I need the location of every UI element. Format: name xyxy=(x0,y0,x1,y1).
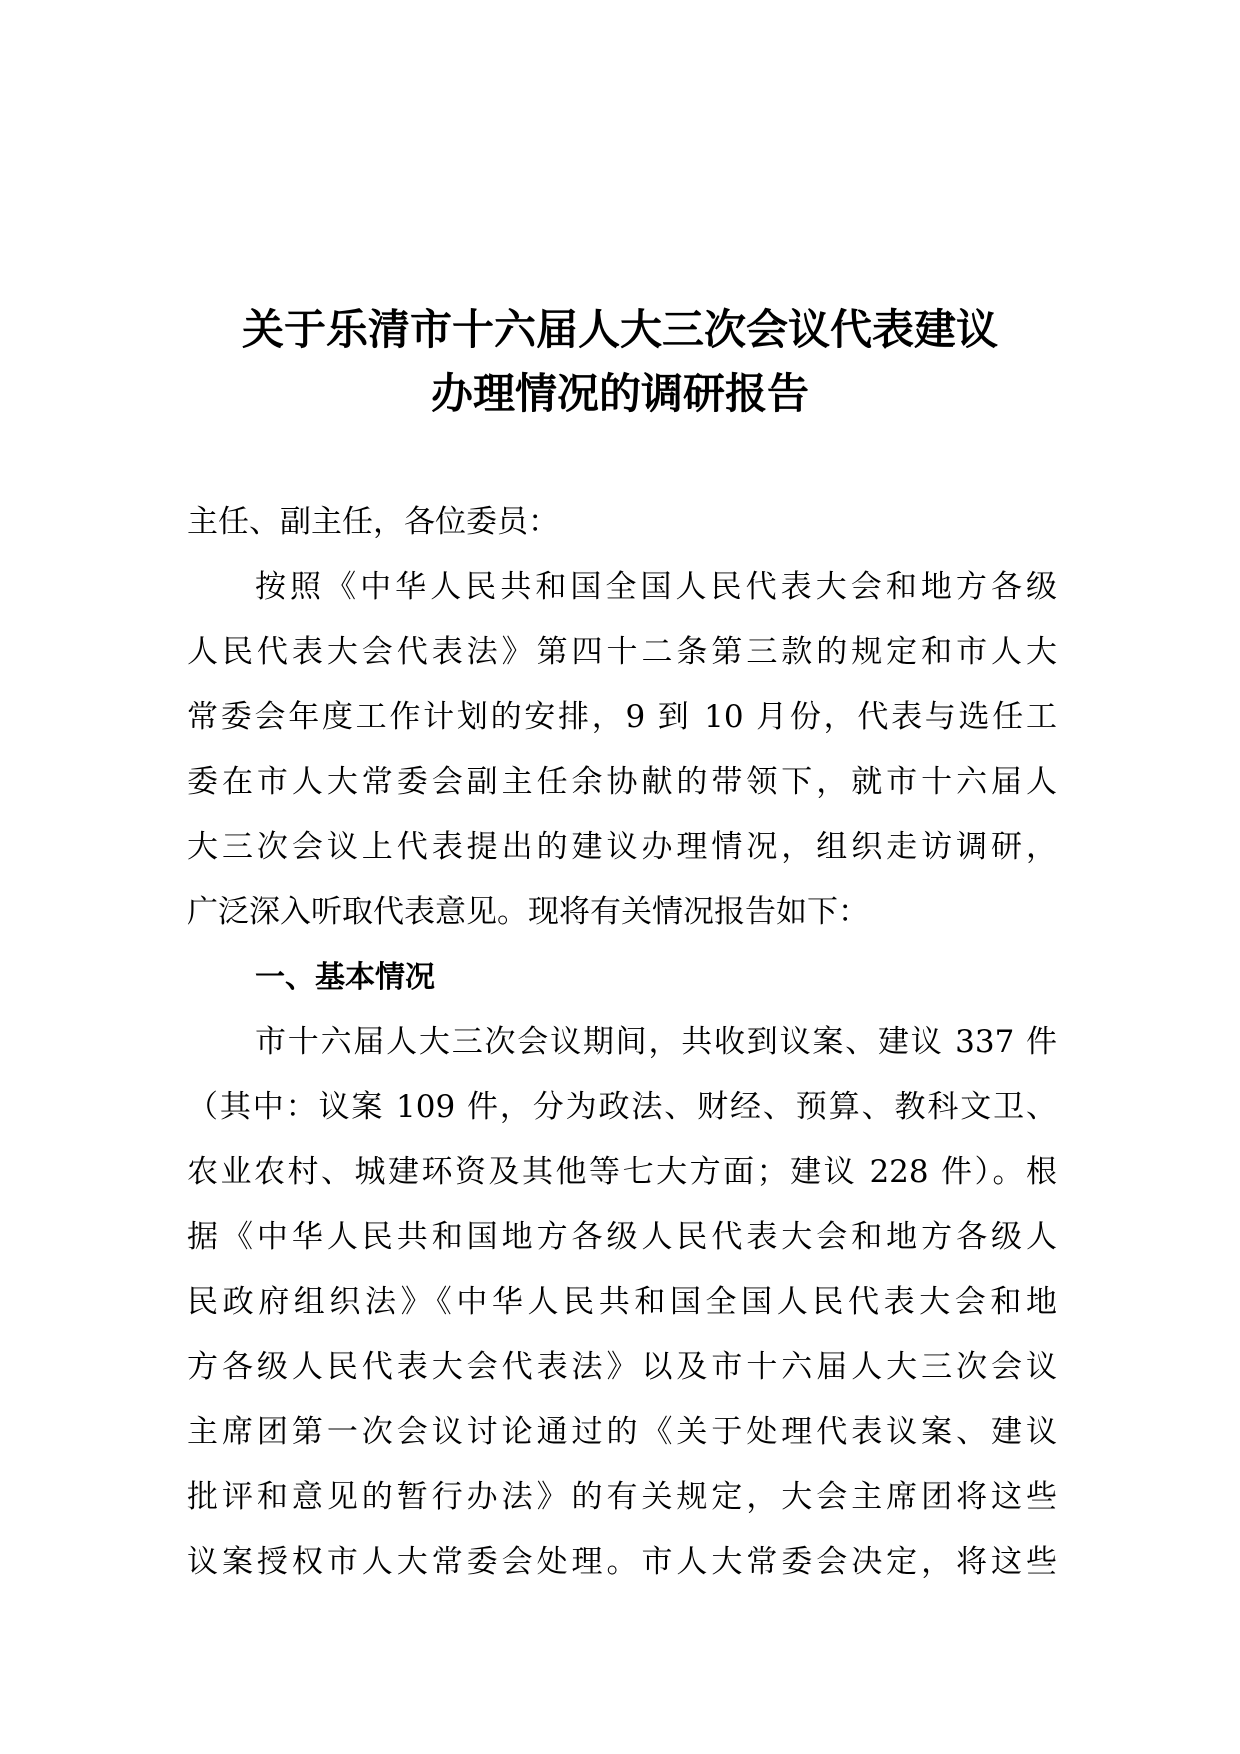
paragraph-basic-situation xyxy=(187,1010,1057,1595)
paragraph-line: 主席团第一次会议讨论通过的《关于处理代表议案、建议 xyxy=(187,1414,1057,1450)
paragraph-line: 大三次会议上代表提出的建议办理情况，组织走访调研， xyxy=(187,829,1057,865)
paragraph-line: 市十六届人大三次会议期间，共收到议案、建议 337 件 xyxy=(255,1024,1057,1060)
paragraph-line: 议案授权市人大常委会处理。市人大常委会决定，将这些 xyxy=(187,1544,1057,1580)
paragraph-line: 民政府组织法》《中华人民共和国全国人民代表大会和地 xyxy=(187,1284,1057,1320)
section-heading-basic-situation: 一、基本情况 xyxy=(255,960,435,995)
paragraph-line: 按照《中华人民共和国全国人民代表大会和地方各级 xyxy=(255,569,1057,605)
salutation: 主任、副主任，各位委员： xyxy=(187,504,559,540)
paragraph-line: 方各级人民代表大会代表法》以及市十六届人大三次会议 xyxy=(187,1349,1057,1385)
paragraph-line: （其中：议案 109 件，分为政法、财经、预算、教科文卫、 xyxy=(187,1089,1057,1125)
paragraph-line: 农业农村、城建环资及其他等七大方面；建议 228 件）。根 xyxy=(187,1154,1057,1190)
paragraph-line: 委在市人大常委会副主任余协献的带领下，就市十六届人 xyxy=(187,764,1057,800)
document-title-line-2: 办理情况的调研报告 xyxy=(430,369,809,418)
paragraph-line: 广泛深入听取代表意见。现将有关情况报告如下： xyxy=(187,894,869,930)
paragraph-line: 据《中华人民共和国地方各级人民代表大会和地方各级人 xyxy=(187,1219,1057,1255)
paragraph-intro xyxy=(187,555,1057,945)
document-title-line-1: 关于乐清市十六届人大三次会议代表建议 xyxy=(241,305,998,354)
paragraph-line: 常委会年度工作计划的安排，9 到 10 月份，代表与选任工 xyxy=(187,699,1057,735)
paragraph-line: 批评和意见的暂行办法》的有关规定，大会主席团将这些 xyxy=(187,1479,1057,1515)
paragraph-line: 人民代表大会代表法》第四十二条第三款的规定和市人大 xyxy=(187,634,1057,670)
